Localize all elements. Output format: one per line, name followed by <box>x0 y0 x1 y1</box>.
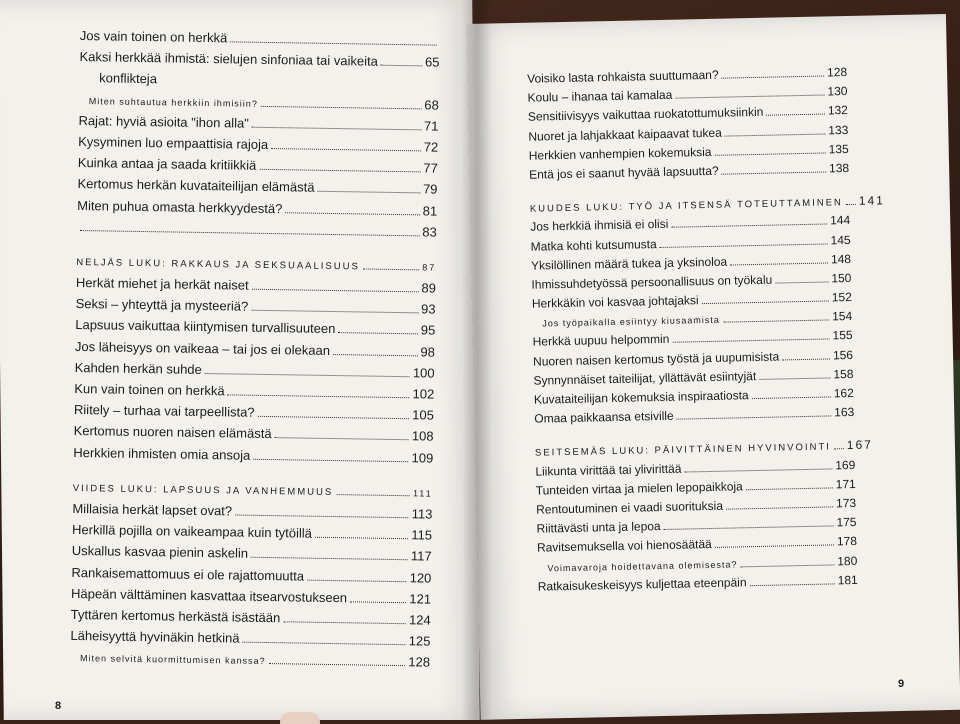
entry-title: Sensitiivisyys vaikuttaa ruokatottumuksiinkin <box>527 105 764 125</box>
entry-title: Nuoren naisen kertomus työstä ja uupumisista <box>532 349 780 369</box>
entry-page-number: 108 <box>411 428 434 444</box>
entry-page-number: 167 <box>846 437 873 453</box>
dot-leader <box>315 537 408 539</box>
entry-title: Kuvataiteilijan kokemuksia inspiraatiosta <box>533 388 749 407</box>
entry-page-number: 120 <box>409 569 432 586</box>
entry-page-number: 181 <box>837 572 858 588</box>
entry-title: Tyttären kertomus herkästä isästään <box>70 606 281 626</box>
dot-leader <box>750 583 835 586</box>
entry-page-number: 115 <box>411 527 433 543</box>
dot-leader <box>261 105 421 109</box>
dot-leader <box>741 564 835 567</box>
entry-page-number: 128 <box>408 654 431 670</box>
entry-title: Ihmissuhdetyössä persoonallisuus on työkalu <box>531 272 773 292</box>
entry-title: konflikteja <box>99 70 158 87</box>
dot-leader <box>271 148 420 151</box>
entry-title: Herkät miehet ja herkät naiset <box>75 275 249 293</box>
entry-page-number: 77 <box>423 160 438 176</box>
entry-title: Entä jos ei saanut hyvää lapsuutta? <box>529 163 719 182</box>
dot-leader <box>269 663 406 666</box>
entry-page-number: 71 <box>423 118 439 134</box>
dot-leader <box>664 526 834 531</box>
dot-leader <box>846 204 856 205</box>
entry-title: Riitely – turhaa vai tarpeellista? <box>73 402 255 420</box>
dot-leader <box>782 358 830 360</box>
entry-title: Synnynnäiset taiteilijat, yllättävät esiintyjät <box>533 368 757 388</box>
entry-title: Läheisyyttä hyvinäkin hetkinä <box>70 627 240 646</box>
entry-title: KUUDES LUKU: TYÖ JA ITSENSÄ TOTEUTTAMINEN <box>529 197 843 215</box>
dot-leader <box>253 458 408 461</box>
entry-title: Kun vain toinen on herkkä <box>74 380 225 399</box>
dot-leader <box>283 621 406 624</box>
entry-title: Kertomus nuoren naisen elämästä <box>73 423 272 442</box>
dot-leader <box>660 243 828 248</box>
entry-page-number: 180 <box>837 553 858 568</box>
entry-page-number: 154 <box>832 309 853 324</box>
dot-leader <box>350 601 406 603</box>
entry-page-number: 163 <box>834 405 855 420</box>
page-number-left: 8 <box>55 700 62 712</box>
entry-page-number: 79 <box>422 181 438 197</box>
entry-page-number: 125 <box>408 633 431 649</box>
entry-page-number: 121 <box>409 590 432 607</box>
entry-title: Lapsuus vaikuttaa kiintymisen turvallisuuteen <box>75 317 336 337</box>
entry-page-number: 111 <box>412 488 433 499</box>
dot-leader <box>251 310 418 314</box>
dot-leader <box>834 449 844 450</box>
dot-leader <box>258 416 410 419</box>
dot-leader <box>746 487 833 490</box>
dot-leader <box>317 191 420 194</box>
left-table-of-contents <box>70 26 440 674</box>
dot-leader <box>775 281 828 283</box>
entry-page-number: 124 <box>408 612 431 628</box>
entry-title: Tunteiden virtaa ja mielen lepopaikkoja <box>535 479 743 498</box>
dot-leader <box>715 545 834 548</box>
entry-title: Herkillä pojilla on vaikeampaa kuin tytöillä <box>71 522 313 541</box>
dot-leader <box>722 171 826 174</box>
entry-page-number: 132 <box>827 103 849 118</box>
entry-page-number: 169 <box>835 457 856 472</box>
entry-title: Kysyminen luo empaattisia rajoja <box>78 133 269 152</box>
entry-title: Riittävästi unta ja lepoa <box>536 519 661 536</box>
entry-page-number: 68 <box>424 96 439 113</box>
entry-page-number: 113 <box>411 506 433 522</box>
entry-title: SEITSEMÄS LUKU: PÄIVITTÄINEN HYVINVOINTI <box>534 441 831 460</box>
entry-page-number: 105 <box>412 407 435 423</box>
entry-title: Jos vain toinen on herkkä <box>79 27 228 46</box>
dot-leader <box>675 95 824 99</box>
dot-leader <box>336 494 410 496</box>
entry-title: Miten suhtautua herkkiin ihmisiin? <box>88 95 258 109</box>
entry-title: Herkkäkin voi kasvaa johtajaksi <box>531 293 699 311</box>
entry-title: Miten selvitä kuormittumisen kanssa? <box>79 653 266 667</box>
dot-leader <box>684 468 832 472</box>
entry-title: Herkkien ihmisten omia ansoja <box>73 444 251 463</box>
dot-leader <box>722 76 825 79</box>
dot-leader <box>766 114 825 116</box>
entry-title: Jos työpaikalla esiintyy kiusaamista <box>542 315 720 329</box>
entry-page-number: 89 <box>421 280 437 296</box>
entry-title: VIIDES LUKU: LAPSUUS JA VANHEMMUUS <box>72 482 334 498</box>
dot-leader <box>730 262 828 265</box>
dot-leader <box>725 133 826 136</box>
dot-leader <box>715 152 826 155</box>
dot-leader <box>251 557 408 560</box>
dot-leader <box>702 301 829 305</box>
dot-leader <box>363 268 419 270</box>
entry-page-number: 117 <box>410 548 432 564</box>
entry-page-number: 178 <box>836 534 858 549</box>
dot-leader <box>230 41 437 45</box>
entry-page-number: 175 <box>836 515 857 530</box>
dot-leader <box>285 212 419 215</box>
entry-title: Ratkaisukeskeisyys kuljettaa eteenpäin <box>537 574 747 594</box>
entry-page-number: 130 <box>827 84 848 99</box>
entry-title: Miten puhua omasta herkkyydestä? <box>77 197 283 216</box>
entry-page-number: 162 <box>833 385 854 401</box>
entry-page-number: 93 <box>421 301 436 317</box>
entry-page-number: 145 <box>830 232 851 247</box>
dot-leader <box>252 289 419 293</box>
thumb <box>280 712 320 724</box>
entry-page-number: 95 <box>420 322 436 339</box>
entry-title: Jos läheisyys on vaikeaa – tai jos ei olekaan <box>74 338 331 358</box>
entry-title: Seksi – yhteyttä ja mysteeriä? <box>75 296 249 314</box>
entry-page-number: 148 <box>830 251 852 267</box>
entry-page-number: 141 <box>858 193 886 208</box>
entry-title: Koulu – ihanaa tai kamalaa <box>527 87 673 105</box>
entry-title: Liikunta virittää tai ylivirittää <box>535 461 682 479</box>
dot-leader <box>333 354 417 356</box>
dot-leader <box>672 339 829 343</box>
entry-title: Rentoutuminen ei vaadi suorituksia <box>536 498 724 517</box>
entry-title: Voisiko lasta rohkaista suuttumaan? <box>527 67 719 86</box>
dot-leader <box>259 169 420 173</box>
entry-page-number: 102 <box>412 386 435 402</box>
entry-page-number: 83 <box>422 224 437 240</box>
entry-page-number: 87 <box>422 262 437 273</box>
dot-leader <box>723 320 829 323</box>
dot-leader <box>677 416 832 420</box>
entry-page-number: 133 <box>828 122 849 137</box>
entry-title: Kuinka antaa ja saada kritiikkiä <box>77 155 257 173</box>
entry-title: Nuoret ja lahjakkaat kaipaavat tukea <box>528 125 722 144</box>
entry-page-number: 158 <box>833 366 854 382</box>
entry-title: Herkkä uupuu helpommin <box>532 332 670 350</box>
entry-title: Kaksi herkkää ihmistä: sielujen sinfoniaa tai vaikeita <box>79 49 379 69</box>
dot-leader <box>338 333 417 335</box>
dot-leader <box>205 373 410 377</box>
dot-leader <box>252 126 421 130</box>
dot-leader <box>80 230 420 236</box>
entry-page-number: 65 <box>424 54 440 70</box>
entry-page-number: 135 <box>828 141 849 157</box>
entry-page-number: 98 <box>420 344 436 360</box>
dot-leader <box>228 394 410 398</box>
dot-leader <box>235 514 409 518</box>
entry-page-number: 109 <box>411 449 434 466</box>
dot-leader <box>671 224 827 228</box>
right-page-content <box>466 14 960 720</box>
entry-page-number: 138 <box>828 160 850 176</box>
entry-title: Omaa paikkaansa etsiville <box>534 408 674 426</box>
entry-title: NELJÄS LUKU: RAKKAUS JA SEKSUAALISUUS <box>76 256 360 273</box>
entry-title: Uskallus kasvaa pienin askelin <box>71 543 249 562</box>
entry-title: Ravitsemuksella voi hienosäätää <box>536 537 712 555</box>
dot-leader <box>275 437 409 440</box>
entry-title: Matka kohti kutsumusta <box>530 236 657 254</box>
entry-page-number: 156 <box>832 347 854 363</box>
entry-page-number: 171 <box>835 476 856 492</box>
entry-title: Häpeän välttäminen kasvattaa itsearvostukseen <box>70 585 348 605</box>
entry-title: Rankaisemattomuus ei ole rajattomuutta <box>71 564 305 584</box>
dot-leader <box>307 579 407 582</box>
page-number-right: 9 <box>898 678 905 690</box>
entry-title: Jos herkkiä ihmisiä ei olisi <box>530 217 669 235</box>
entry-title: Kahden herkän suhde <box>74 359 202 377</box>
entry-page-number: 152 <box>831 290 852 305</box>
right-table-of-contents <box>527 62 886 595</box>
entry-title: Yksilöllinen määrä tukea ja yksinoloa <box>530 254 728 273</box>
entry-title: Rajat: hyviä asioita "ihon alla" <box>78 112 250 131</box>
entry-title: Kertomus herkän kuvataiteilijan elämästä <box>77 176 315 196</box>
entry-page-number: 173 <box>835 495 857 511</box>
dot-leader <box>242 642 405 646</box>
entry-title: Herkkien vanhempien kokemuksia <box>528 144 712 163</box>
dot-leader <box>726 506 833 509</box>
dot-leader <box>759 377 830 379</box>
entry-page-number: 144 <box>830 213 851 228</box>
dot-leader <box>381 65 422 67</box>
entry-page-number: 72 <box>423 139 439 155</box>
entry-page-number: 100 <box>412 365 435 381</box>
entry-page-number: 128 <box>826 65 848 80</box>
entry-page-number: 150 <box>831 270 852 286</box>
entry-page-number: 155 <box>832 328 853 343</box>
dot-leader <box>752 396 831 399</box>
entry-title: Voimavaroja hoidettavana olemisesta? <box>547 558 738 573</box>
entry-page-number: 81 <box>422 202 438 219</box>
entry-title: Millaisia herkät lapset ovat? <box>72 500 233 519</box>
